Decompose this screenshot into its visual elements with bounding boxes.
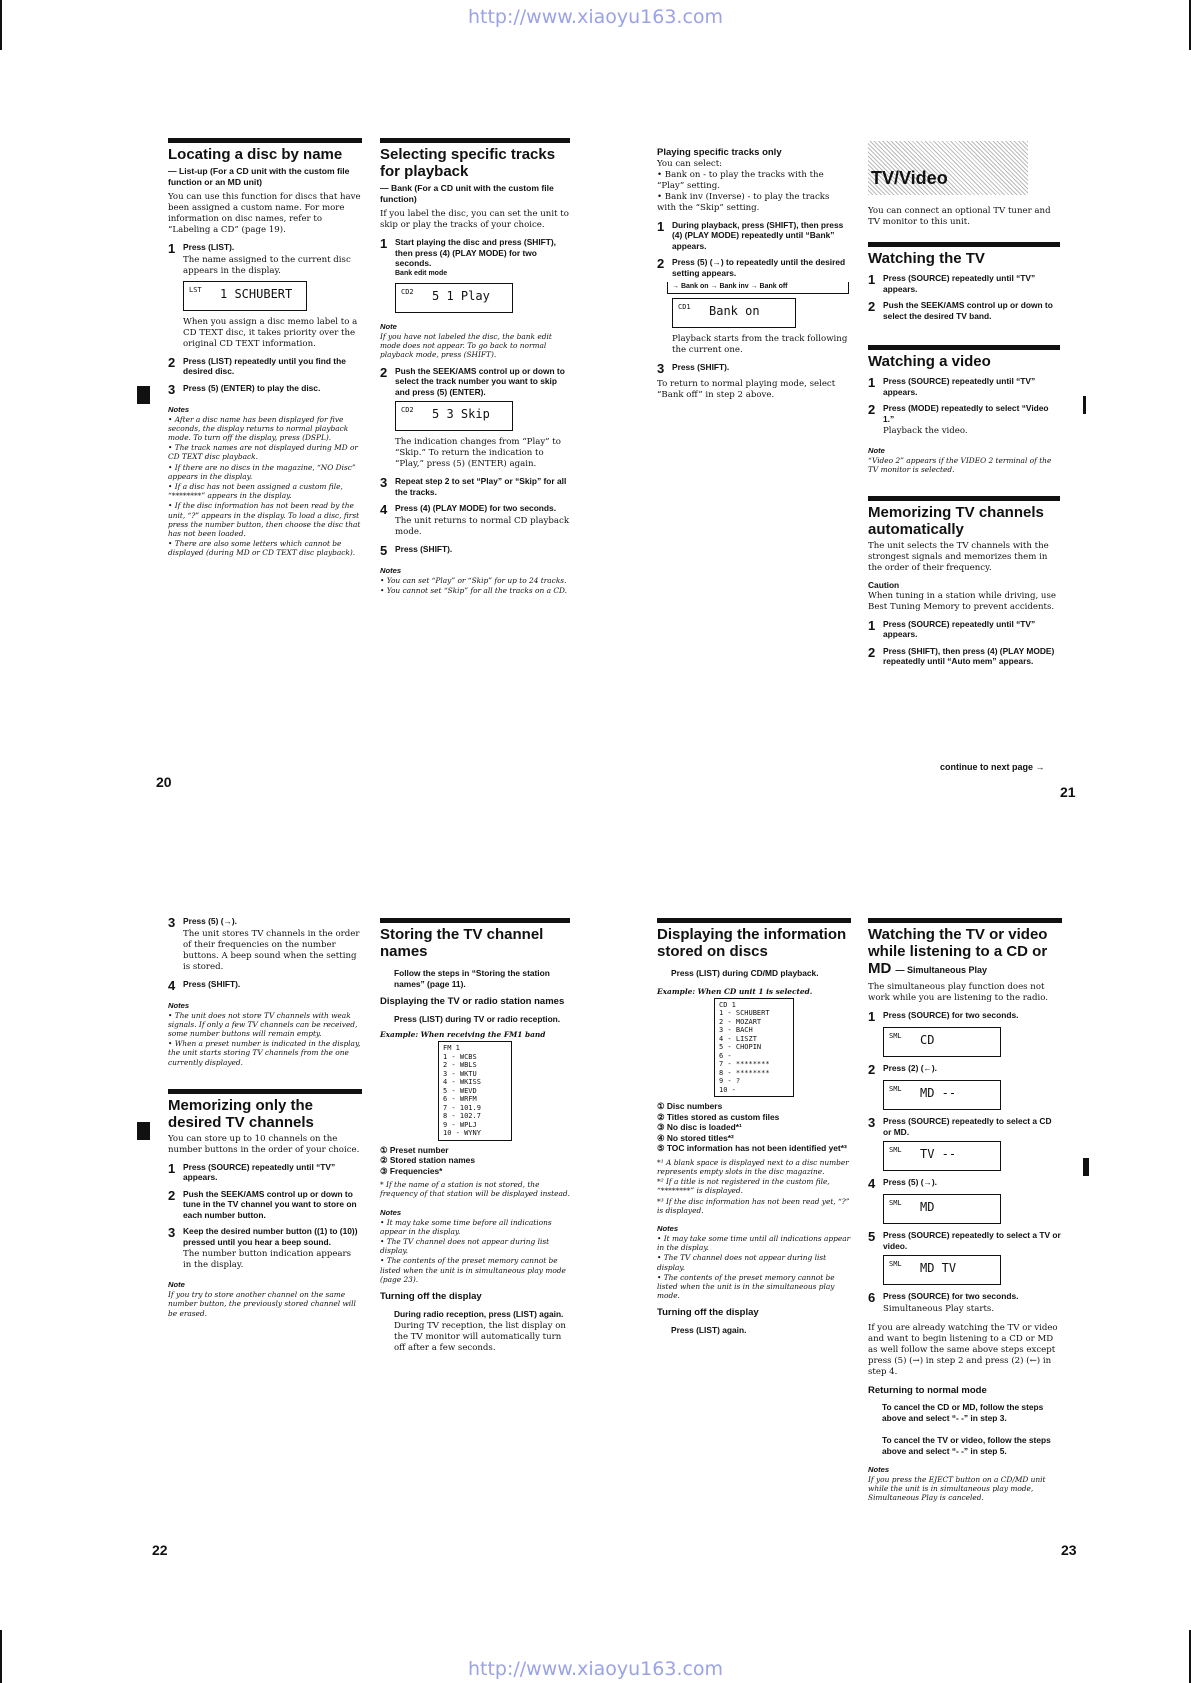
notes-heading: Notes xyxy=(168,404,190,414)
section-title: Memorizing TV channels automatically xyxy=(868,496,1060,538)
body-text: If you are already watching the TV or video and want to begin listening to a CD or MD as well follow the same above steps except press (5) (→) in step 2 and press (2) (←) in step 4. xyxy=(868,1322,1058,1377)
step-2: 2 Press (5) (→) to repeatedly until the desired setting appears. xyxy=(657,256,846,278)
step-3: 3 Press (SOURCE) repeatedly to select a CD or MD. xyxy=(868,1115,1052,1137)
page-number: 20 xyxy=(156,774,172,790)
page-number: 23 xyxy=(1061,1542,1077,1558)
step-1: 1 During playback, press (SHIFT), then press (4) (PLAY MODE) repeatedly until “Bank” appears. xyxy=(657,218,844,251)
lcd-display: CD2 5 1 Play xyxy=(395,283,513,313)
step-2: 2 Press (SHIFT), then press (4) (PLAY MODE) repeatedly until “Auto mem” appears. xyxy=(868,644,1055,667)
watermark-url-top: http://www.xiaoyu163.com xyxy=(467,6,724,28)
step-desc: During TV reception, the list display on the TV monitor will automatically turn off after a few seconds. xyxy=(394,1321,566,1354)
section-subtitle: — Bank (For a CD unit with the custom file function) xyxy=(380,183,554,204)
legend: ① Disc numbers ② Titles stored as custom files ③ No disc is loaded*¹ ④ No stored titles*² ⑤ TOC information has not been identified yet*³ xyxy=(657,1101,847,1154)
p22-col1 xyxy=(168,910,362,1318)
lcd-display: CD1 Bank on xyxy=(672,298,796,328)
notes-heading: Notes xyxy=(868,1465,890,1474)
sml-section xyxy=(868,918,1062,1503)
margin-marker xyxy=(1083,396,1086,414)
step-desc: The name assigned to the current disc appears in the display. xyxy=(183,254,351,276)
step-desc: Playback starts from the track following the current one. xyxy=(672,333,848,355)
note-heading: Note xyxy=(168,1280,185,1290)
tv-video-title: TV/Video xyxy=(871,168,948,188)
section-title: Storing the TV channel names xyxy=(380,918,570,960)
caution-text: When tuning in a station while driving, use Best Tuning Memory to prevent accidents. xyxy=(868,590,1056,612)
caution-heading: Caution xyxy=(868,580,900,591)
page-number: 21 xyxy=(1060,784,1076,800)
section-title: Locating a disc by name xyxy=(168,138,362,163)
page-number: 22 xyxy=(152,1542,168,1558)
notes-heading: Notes xyxy=(380,1207,402,1217)
note-heading: Note xyxy=(380,322,397,331)
lcd-display: CD2 5 3 Skip xyxy=(395,401,513,431)
tv-section xyxy=(868,206,1060,671)
step-1: 1 Press (SOURCE) repeatedly until “TV” appears. xyxy=(168,1160,336,1183)
sub-heading: Turning off the display xyxy=(657,1307,759,1319)
step-4: 4 Press (4) (PLAY MODE) for two seconds. The unit returns to normal CD playback mode. xyxy=(380,502,570,537)
intro-text: You can select: xyxy=(657,158,723,169)
intro-text: You can store up to 10 channels on the number buttons in the order of your choice. xyxy=(168,1133,360,1155)
intro-text: You can connect an optional TV tuner and TV monitor to this unit. xyxy=(868,206,1051,227)
note-heading: Note xyxy=(868,446,885,455)
step-desc: The indication changes from “Play” to “Skip.” To return the indication to “Play,” press (5) (ENTER) again. xyxy=(395,437,561,470)
bullet: • Bank on - to play the tracks with the “Play” setting. xyxy=(657,169,824,191)
sub-heading: Turning off the display xyxy=(380,1291,482,1303)
lcd-display: LST 1 SCHUBERT xyxy=(183,281,307,311)
step-1: 1 Press (SOURCE) for two seconds. xyxy=(868,1009,1019,1024)
step-5: 5 Press (SOURCE) repeatedly to select a TV or video. xyxy=(868,1229,1061,1251)
bullet: • Bank inv (Inverse) - to play the tracks with the “Skip” setting. xyxy=(657,191,830,213)
section-title: Selecting specific tracks for playback xyxy=(380,138,570,180)
margin-marker xyxy=(137,386,150,404)
section-title: Watching a video xyxy=(868,345,1060,370)
lcd-display: SML MD xyxy=(883,1194,1001,1224)
section-subtitle: — List-up (For a CD unit with the custom file function or an MD unit) xyxy=(168,166,350,187)
step-2: 2 Press (LIST) repeatedly until you find the desired disc. xyxy=(168,354,346,376)
step-text: Press (LIST) during TV or radio reception. xyxy=(394,1013,561,1024)
step-2: 2 Push the SEEK/AMS control up or down to select the desired TV band. xyxy=(868,299,1053,321)
locating-section xyxy=(168,138,362,559)
section-title: Displaying the information stored on discs xyxy=(657,918,851,960)
example-caption: Example: When CD unit 1 is selected. xyxy=(657,986,813,996)
step-3: 3 Repeat step 2 to set “Play” or “Skip” for all the tracks. xyxy=(380,475,567,497)
step-4: 4 Press (5) (→). xyxy=(868,1176,937,1191)
intro-text: The simultaneous play function does not work while you are listening to the radio. xyxy=(868,982,1049,1003)
notes-list: • The unit does not store TV channels with weak signals. If only a few TV channels can be received, some number buttons will remain empty. • When a preset number is indicated in the display, the unit starts storing TV channels from the one currently displayed. xyxy=(168,1010,361,1067)
notes-text: If you press the EJECT button on a CD/MD unit while the unit is in simultaneous play mode, Simultaneous Play is canceled. xyxy=(868,1475,1046,1503)
sub-heading: Displaying the TV or radio station names xyxy=(380,996,565,1007)
notes-list: • It may take some time until all indications appear in the display. • The TV channel does not appear during list display. • The contents of the preset memory cannot be listed when the unit is in the simultaneous play mode. xyxy=(657,1233,851,1301)
notes-heading: Notes xyxy=(657,1223,679,1233)
notes-heading: Notes xyxy=(168,1000,190,1010)
example-caption: Example: When receiving the FM1 band xyxy=(380,1030,546,1039)
playing-section xyxy=(657,148,849,401)
note-text: If you have not labeled the disc, the bank edit mode does not appear. To go back to normal playback mode, press (SHIFT). xyxy=(380,332,552,360)
disc-list-diagram: CD 1 1 - SCHUBERT 2 - MOZART 3 - BACH 4 - LISZT 5 - CHOPIN 6 - 7 - ******** 8 - ******** 9 - ? 10 - xyxy=(714,998,794,1098)
step-2: 2 Press (2) (←). xyxy=(868,1062,937,1077)
margin-marker xyxy=(137,1122,150,1140)
intro-text: The unit selects the TV channels with the strongest signals and memorizes them in the order of their frequency. xyxy=(868,541,1049,574)
step-1: 1 Press (SOURCE) repeatedly until “TV” appears. xyxy=(868,375,1036,397)
step-3: 3 Press (5) (ENTER) to play the disc. xyxy=(168,381,321,397)
footnotes: *¹ A blank space is displayed next to a disc number represents empty slots in the disc magazine. *² If a title is not registered in the custom file, “********” is displayed. *³ If the disc information has not been read yet, “?” is displayed. xyxy=(657,1157,850,1215)
intro-text: If you label the disc, you can set the unit to skip or play the tracks of your choice. xyxy=(380,209,569,230)
footnote: * If the name of a station is not stored, the frequency of that station will be displayed instead. xyxy=(380,1180,570,1199)
step-1: 1 Press (LIST). The name assigned to the current disc appears in the display. xyxy=(168,242,362,277)
follow-text: Follow the steps in “Storing the station names” (page 11). xyxy=(394,968,550,989)
section-title: Memorizing only the desired TV channels xyxy=(168,1089,362,1131)
step-text: Press (LIST). xyxy=(183,242,235,252)
sub-heading: Returning to normal mode xyxy=(868,1384,987,1396)
notes-list: • It may take some time before all indications appear in the display. • The TV channel does not appear during list display. • The contents of the preset memory cannot be listed when the unit is in simultaneous play mode (page 23). xyxy=(380,1217,566,1284)
step-text: To cancel the CD or MD, follow the steps above and select “- -” in step 3. xyxy=(882,1402,1044,1423)
step-2: 2 Push the SEEK/AMS control up or down to tune in the TV channel you want to store on each number button. xyxy=(168,1187,357,1220)
section-title: Watching the TV or video while listening to a CD or MD — Simultaneous Play xyxy=(868,918,1062,979)
margin-marker xyxy=(1083,1158,1089,1176)
continue-label: continue to next page → xyxy=(940,762,1045,772)
step-5: 5 Press (SHIFT). xyxy=(380,542,453,558)
lcd-display: SML MD -- xyxy=(883,1080,1001,1110)
step-text: During radio reception, press (LIST) again. xyxy=(394,1308,564,1319)
crop-mark xyxy=(0,0,2,50)
selecting-section xyxy=(380,138,570,596)
section-title: Watching the TV xyxy=(868,242,1060,267)
flow-diagram: → Bank on → Bank inv → Bank off xyxy=(667,282,849,294)
note-text: If you try to store another channel on the same number button, the previously stored channel will be erased. xyxy=(168,1290,356,1318)
discs-section xyxy=(657,918,851,1335)
crop-mark xyxy=(0,1630,2,1683)
legend: ① Preset number ② Stored station names ③ Frequencies* xyxy=(380,1144,475,1176)
step-6: 6 Press (SOURCE) for two seconds. Simultaneous Play starts. xyxy=(868,1290,1019,1314)
lcd-display: SML CD xyxy=(883,1027,1001,1057)
step-text: To cancel the TV or video, follow the steps above and select “- -” in step 5. xyxy=(882,1435,1051,1456)
step-3: 3 Press (5) (→). The unit stores TV channels in the order of their frequencies on the number buttons. A beep sound when the setting is stored. xyxy=(168,915,360,972)
lcd-display: SML TV -- xyxy=(883,1141,1001,1171)
step-2: 2 Push the SEEK/AMS control up or down to select the track number you want to skip and press (5) (ENTER). xyxy=(380,364,565,397)
step-1: 1 Start playing the disc and press (SHIFT), then press (4) (PLAY MODE) for two seconds. Bank edit mode xyxy=(380,236,557,277)
step-3: 3 Keep the desired number button ((1) to (10)) pressed until you hear a beep sound. The number button indication appears in the display. xyxy=(168,1225,358,1271)
step-desc: To return to normal playing mode, select “Bank off” in step 2 above. xyxy=(657,378,836,400)
step-1: 1 Press (SOURCE) repeatedly until “TV” appears. xyxy=(868,272,1036,294)
step-3: 3 Press (SHIFT). xyxy=(657,360,730,376)
step-desc: When you assign a disc memo label to a CD TEXT disc, it takes priority over the original CD TEXT information. xyxy=(183,316,358,349)
step-text: Press (LIST) again. xyxy=(671,1324,747,1335)
notes-heading: Notes xyxy=(380,565,402,575)
step-1: 1 Press (SOURCE) repeatedly until “TV” appears. xyxy=(868,617,1036,640)
storing-section xyxy=(380,918,570,1354)
note-text: “Video 2” appears if the VIDEO 2 terminal of the TV monitor is selected. xyxy=(868,456,1052,475)
notes-list: • You can set “Play” or “Skip” for up to 24 tracks. • You cannot set “Skip” for all the tracks on a CD. xyxy=(380,575,568,595)
step-text: Press (LIST) during CD/MD playback. xyxy=(671,968,819,978)
intro-text: You can use this function for discs that have been assigned a custom name. For more information on disc names, refer to “Labeling a CD” (page 19). xyxy=(168,192,361,235)
step-4: 4 Press (SHIFT). xyxy=(168,977,241,993)
watermark-url-bottom: http://www.xiaoyu163.com xyxy=(467,1658,724,1680)
lcd-display: SML MD TV xyxy=(883,1255,1001,1285)
section-title: Playing specific tracks only xyxy=(657,147,782,158)
notes-list: • After a disc name has been displayed for five seconds, the display returns to normal playback mode. To turn off the display, press (DSPL). • The track names are not displayed during MD or CD TEXT disc playback. • If there are no discs in the magazine, “NO Disc” appears in the display. • If a disc has not been assigned a custom file, “********” appears in the display. • If the disc information has not been read by the unit, “?” appears in the display. To load a disc, first press the number button, then choose the disc that has not been loaded. • There are also some letters which cannot be displayed (during MD or CD TEXT disc playback). xyxy=(168,414,361,558)
fm-list-diagram: FM 1 1 - WCBS 2 - WBLS 3 - WKTU 4 - WKISS 5 - WEVD 6 - WRFM 7 - 101.9 8 - 102.7 9 - WPLJ 10 - WYNY xyxy=(438,1041,512,1141)
step-2: 2 Press (MODE) repeatedly to select “Video 1.” Playback the video. xyxy=(868,402,1049,436)
